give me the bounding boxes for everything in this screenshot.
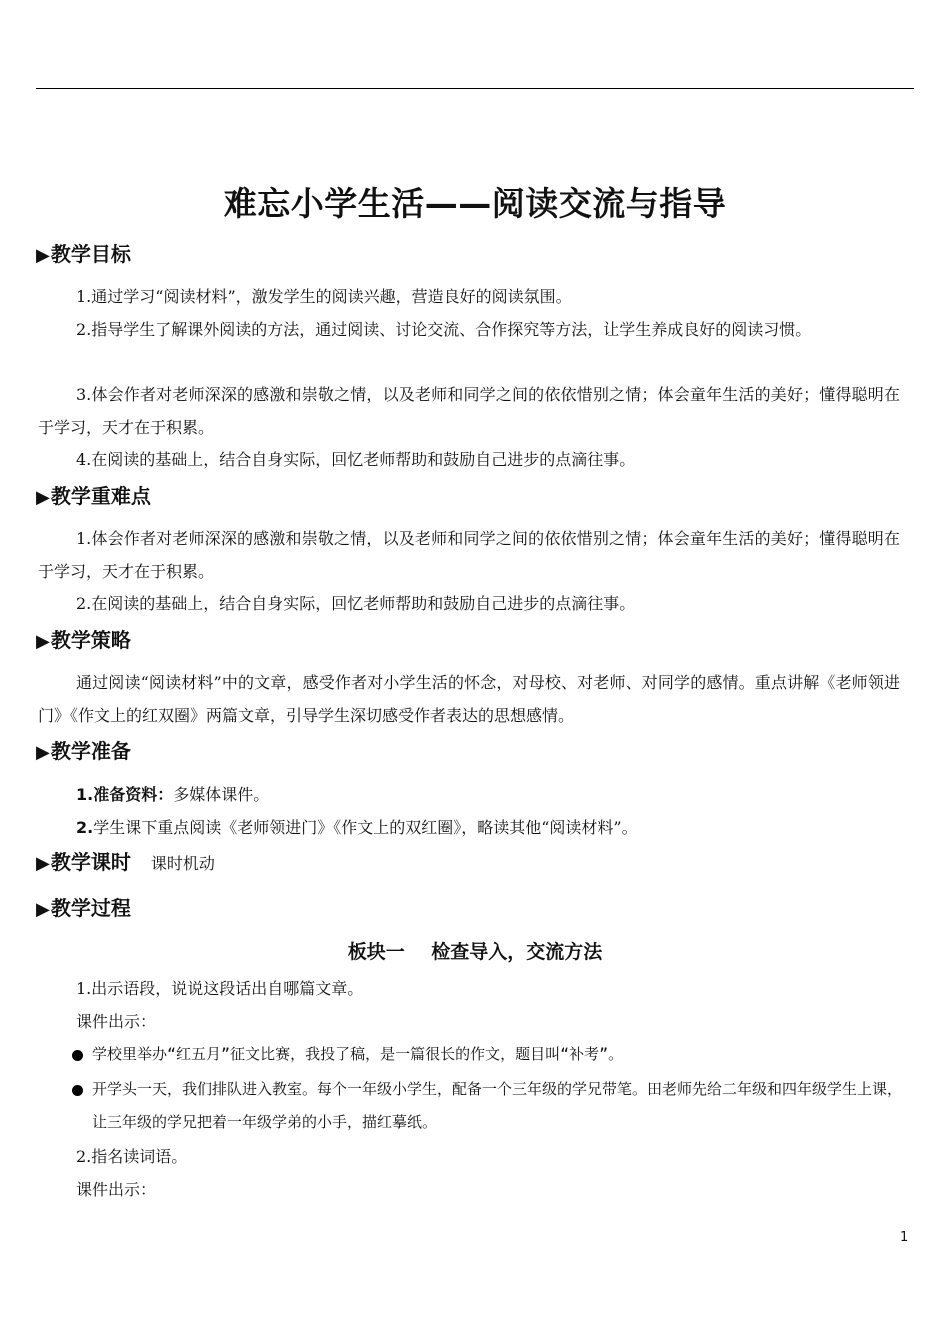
strategy-text: 通过阅读“阅读材料”中的文章，感受作者对小学生活的怀念，对母校、对老师、对同学的感情。重点讲解《老师领进门》《作文上的红双圈》两篇文章，引导学生深切感受作者表达的思想感情。 <box>38 673 900 725</box>
page-number: 1 <box>900 1230 909 1245</box>
triangle-marker-icon: ▶ <box>36 245 50 266</box>
header-rule <box>36 88 914 89</box>
preparation-item-1-text: 多媒体课件。 <box>173 785 270 804</box>
section-heading-process: ▶教学过程 <box>36 896 131 920</box>
preparation-item-2-text: 学生课下重点阅读《老师领进门》《作文上的双红圈》，略读其他“阅读材料”。 <box>93 818 638 837</box>
key-point-item-2: 2.在阅读的基础上，结合自身实际，回忆老师帮助和鼓励自己进步的点滴往事。 <box>76 594 636 613</box>
block-one-title: 板块一 检查导入，交流方法 <box>347 941 603 963</box>
quote-bullet-1: 学校里举办“红五月”征文比赛，我投了稿，是一篇很长的作文，题目叫“补考”。 <box>72 1038 902 1071</box>
bullet-dot-icon <box>72 1085 83 1096</box>
goal-item-1: 1.通过学习“阅读材料”，激发学生的阅读兴趣，营造良好的阅读氛围。 <box>76 287 572 306</box>
preparation-item-1 <box>76 778 269 811</box>
process-step-1: 1.出示语段，说说这段话出自哪篇文章。 <box>76 979 364 998</box>
section-heading-hours: ▶教学课时 课时机动 <box>36 850 215 874</box>
goal-item-2: 2.指导学生了解课外阅读的方法，通过阅读、讨论交流、合作探究等方法，让学生养成良好的阅读习惯。 <box>76 320 812 339</box>
bullet-dot-icon <box>72 1050 83 1061</box>
key-point-item-1: 1.体会作者对老师深深的感激和崇敬之情，以及老师和同学之间的依依惜别之情；体会童年生活的美好；懂得聪明在于学习，天才在于积累。 <box>38 529 900 581</box>
triangle-marker-icon: ▶ <box>36 631 50 652</box>
section-heading-strategy: ▶教学策略 <box>36 628 131 652</box>
courseware-label-2: 课件出示： <box>76 1180 157 1199</box>
document-title: 难忘小学生活——阅读交流与指导 <box>223 184 727 223</box>
triangle-marker-icon: ▶ <box>36 742 50 763</box>
triangle-marker-icon: ▶ <box>36 899 50 920</box>
triangle-marker-icon: ▶ <box>36 487 50 508</box>
section-heading-key-points: ▶教学重难点 <box>36 484 151 508</box>
section-heading-preparation: ▶教学准备 <box>36 739 131 763</box>
preparation-item-2 <box>76 811 638 844</box>
process-step-2: 2.指名读词语。 <box>76 1147 188 1166</box>
hours-value: 课时机动 <box>150 854 215 873</box>
courseware-label-1: 课件出示： <box>76 1012 157 1031</box>
goal-item-4: 4.在阅读的基础上，结合自身实际，回忆老师帮助和鼓励自己进步的点滴往事。 <box>76 450 636 469</box>
preparation-item-1-label: 1.准备资料： <box>76 785 174 804</box>
preparation-item-2-number: 2. <box>76 818 94 837</box>
quote-bullet-2: 开学头一天，我们排队进入教室。每个一年级小学生，配备一个三年级的学兄带笔。田老师先给二年级和四年级学生上课，让三年级的学兄把着一年级学弟的小手，描红摹纸。 <box>72 1073 902 1139</box>
section-heading-goals: ▶教学目标 <box>36 242 131 266</box>
goal-item-3: 3.体会作者对老师深深的感激和崇敬之情，以及老师和同学之间的依依惜别之情；体会童年生活的美好；懂得聪明在于学习，天才在于积累。 <box>38 385 900 437</box>
triangle-marker-icon: ▶ <box>36 853 50 874</box>
